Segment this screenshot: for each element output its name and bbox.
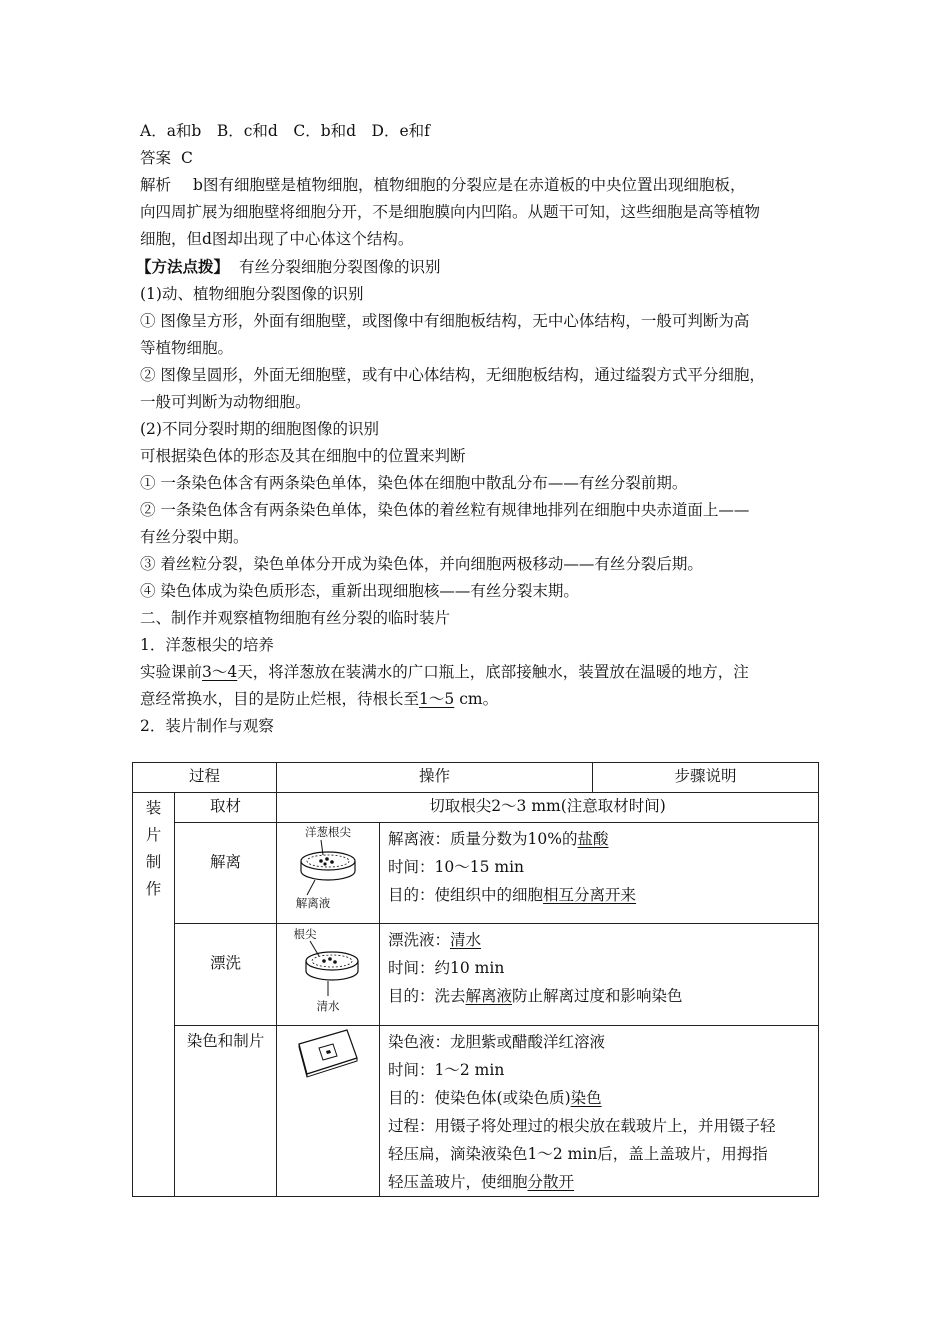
stain-answer: 染色	[570, 1089, 602, 1107]
table-row	[133, 1026, 819, 1197]
fig-label-root: 洋葱根尖	[305, 825, 352, 839]
method-p1a: ① 图像呈方形，外面有细胞壁，或图像中有细胞板结构，无中心体结构，一般可判断为高	[140, 312, 750, 330]
answer-value: C	[181, 149, 193, 167]
method-intro: 可根据染色体的形态及其在细胞中的位置来判断	[140, 447, 466, 465]
analysis-line-1: 解析 b图有细胞壁是植物细胞，植物细胞的分裂应是在赤道板的中央位置出现细胞板，	[140, 176, 746, 194]
step-take: 取材	[175, 793, 277, 823]
section2-h2: 2．装片制作与观察	[140, 717, 274, 735]
header-notes: 步骤说明	[593, 763, 819, 793]
document-body	[136, 118, 820, 740]
method-i4: ④ 染色体成为染色质形态，重新出现细胞核——有丝分裂末期。	[140, 582, 579, 600]
answer-label: 答案	[140, 149, 172, 167]
analysis-line-2: 向四周扩展为细胞壁将细胞分开，不是细胞膜向内凹陷。从题干可知，这些细胞是高等植物	[140, 203, 761, 221]
section2-p1: 实验课前3～4天，将洋葱放在装满水的广口瓶上，底部接触水，装置放在温暖的地方，注	[140, 663, 749, 681]
table-row	[133, 924, 819, 1026]
answer-options: A．a和b B．c和d C．b和d D．e和f	[140, 122, 430, 140]
method-i2b: 有丝分裂中期。	[140, 528, 249, 546]
answer-line	[140, 145, 820, 172]
stain-desc: 染色液：龙胆紫或醋酸洋红溶液 时间：1～2 min 目的：使染色体(或染色质)染色 过程：用镊子将处理过的根尖放在载玻片上，并用镊子轻 轻压扁，滴染液染色1～2 min后，盖上盖玻片，用拇指 轻压盖玻片，使细胞分散开	[380, 1026, 819, 1197]
fig-label-water: 清水	[316, 999, 340, 1013]
slide-icon	[277, 1026, 380, 1086]
section2-p2: 意经常换水，目的是防止烂根，待根长至1～5 cm。	[140, 690, 499, 708]
dissociate-figure	[277, 823, 380, 924]
method-i3: ③ 着丝粒分裂，染色单体分开成为染色体，并向细胞两极移动——有丝分裂后期。	[140, 555, 703, 573]
days-value: 3～4	[202, 663, 238, 681]
solution-answer: 解离液	[465, 987, 513, 1005]
method-i1: ① 一条染色体含有两条染色单体，染色体在细胞中散乱分布——有丝分裂前期。	[140, 474, 688, 492]
slide-figure	[277, 1026, 380, 1197]
method-p2a: ② 图像呈圆形，外面无细胞壁，或有中心体结构，无细胞板结构，通过缢裂方式平分细胞，	[140, 366, 765, 384]
method-p2b: 一般可判断为动物细胞。	[140, 393, 311, 411]
table-header-row	[133, 763, 819, 793]
method-tag: 【方法点拨】	[136, 257, 230, 276]
disperse-answer: 分散开	[527, 1173, 575, 1191]
analysis-line-3: 细胞，但d图却出现了中心体这个结构。	[140, 230, 414, 248]
rinse-figure	[277, 924, 380, 1026]
dissociate-desc: 解离液：质量分数为10%的盐酸 时间：10～15 min 目的：使组织中的细胞相互分离开来	[380, 823, 819, 924]
group-label: 装 片 制 作	[133, 793, 175, 1197]
header-process: 过程	[133, 763, 277, 793]
separate-answer: 相互分离开来	[543, 886, 637, 904]
method-p1b: 等植物细胞。	[140, 339, 234, 357]
rinse-desc: 漂洗液：清水 时间：约10 min 目的：洗去解离液防止解离过度和影响染色	[380, 924, 819, 1026]
table-row	[133, 793, 819, 823]
section2-h1: 1．洋葱根尖的培养	[140, 636, 274, 654]
table-row	[133, 823, 819, 924]
method-sub1: (1)动、植物细胞分裂图像的识别	[140, 285, 364, 303]
step-stain: 染色和制片	[175, 1026, 277, 1197]
hcl-answer: 盐酸	[577, 830, 609, 848]
step-rinse: 漂洗	[175, 924, 277, 1026]
method-sub2: (2)不同分裂时期的细胞图像的识别	[140, 420, 379, 438]
header-operation: 操作	[277, 763, 593, 793]
fig-label-liquid: 解离液	[295, 896, 331, 910]
method-heading	[136, 253, 820, 281]
dish-figure	[277, 924, 380, 1016]
dish-figure	[277, 823, 380, 914]
method-i2a: ② 一条染色体含有两条染色单体，染色体的着丝粒有规律地排列在细胞中央赤道面上——	[140, 501, 750, 519]
analysis-label: 解析	[140, 176, 172, 194]
length-value: 1～5	[419, 690, 455, 708]
method-title: 有丝分裂细胞分裂图像的识别	[239, 258, 441, 276]
water-answer: 清水	[450, 931, 482, 949]
section2-heading: 二、制作并观察植物细胞有丝分裂的临时装片	[140, 609, 451, 627]
step-take-desc: 切取根尖2～3 mm(注意取材时间)	[277, 793, 819, 823]
step-dissociate: 解离	[175, 823, 277, 924]
fig-label-tip: 根尖	[293, 927, 317, 941]
procedure-table	[132, 762, 819, 1197]
